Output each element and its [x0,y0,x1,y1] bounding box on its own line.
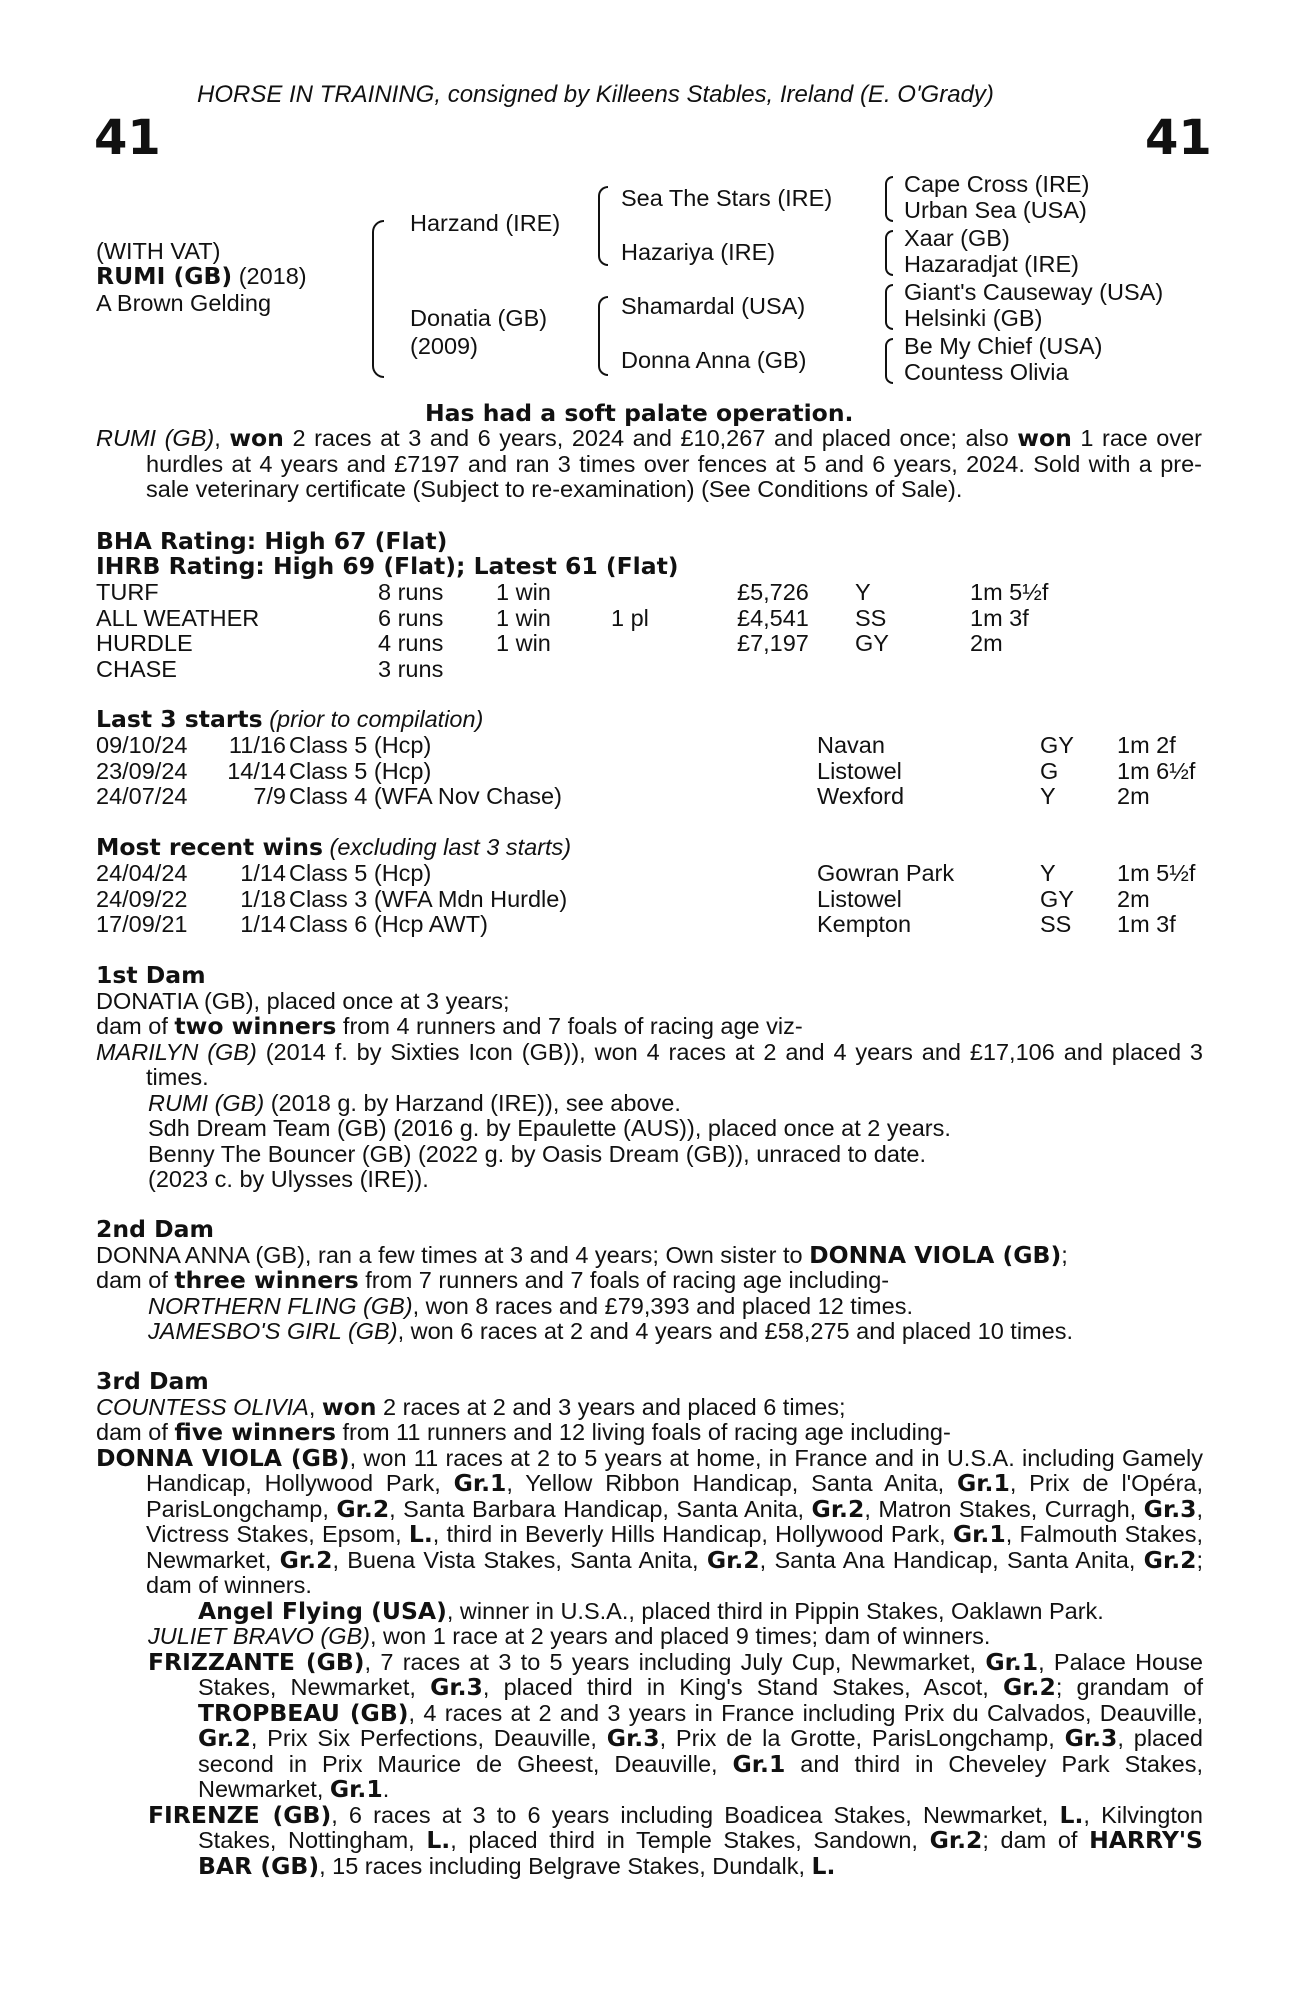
win-going: SS [1040,911,1072,937]
produce-entry: Benny The Bouncer (GB) (2022 g. by Oasis Dream (GB)), unraced to date. [148,1140,927,1167]
pedigree-g5: Giant's Causeway (USA) [904,279,1164,305]
pedigree-brace-main [372,220,384,378]
consignment-header: HORSE IN TRAINING, consigned by Killeens Stables, Ireland (E. O'Grady) [197,81,994,108]
start-row [96,759,1216,785]
pedigree-brace-dam [598,296,608,376]
produce-entry-juliet-bravo: JULIET BRAVO (GB), won 1 race at 2 years and placed 9 times; dam of winners. [148,1623,991,1649]
win-date: 24/09/22 [96,885,188,912]
start-position: 7/9 [253,783,286,809]
pedigree-sire-dam: Hazariya (IRE) [621,239,776,265]
win-going: Y [1040,860,1056,886]
win-race: Class 5 (Hcp) [289,860,432,886]
section-heading: 3rd Dam [96,1367,209,1395]
pedigree-g3: Xaar (GB) [904,225,1010,251]
win-distance: 2m [1117,885,1150,912]
race-summary [96,426,1202,503]
produce-entry: RUMI (GB) (2018 g. by Harzand (IRE)), see above. [148,1089,681,1116]
start-course: Wexford [817,783,905,809]
horse-title [96,264,307,290]
first-dam-section [96,963,1203,1193]
summary-text: 1 race over hurdles at 4 years and £7197 and ran 3 times over fences at 5 and 6 years, 2024. Sold with a pre-sale veterinary certificate (Subject to re-examination) (See Conditions of Sale). [146,425,1202,502]
produce-entry: JAMESBO'S GIRL (GB), won 6 races at 2 and 4 years and £58,275 and placed 10 times. [148,1318,1073,1344]
start-row [96,784,1216,810]
summary-text: 2 races at 3 and 6 years, 2024 and £10,267 and placed once; also [283,425,1018,451]
pedigree-brace-g2 [885,230,893,276]
summary-won: won [229,424,284,452]
win-distance: 1m 5½f [1117,860,1196,886]
record-prize: £4,541 [737,604,809,631]
produce-entry: Sdh Dream Team (GB) (2016 g. by Epaulette (AUS)), placed once at 2 years. [148,1115,951,1141]
dam-line: DONATIA (GB), placed once at 3 years; [96,987,510,1014]
horse-name: RUMI (GB) [96,262,233,290]
record-prize: £7,197 [737,630,809,656]
record-distance: 1m 5½f [970,579,1049,605]
produce-entry: (2023 c. by Ulysses (IRE)). [148,1166,429,1192]
section-note: (prior to compilation) [262,706,484,732]
race-record-table [96,580,1096,682]
summary-horse-name: RUMI (GB) [96,425,215,451]
pedigree-brace-g3 [885,284,893,330]
win-date: 24/04/24 [96,860,188,886]
record-placed: 1 pl [611,604,649,631]
produce-entry-donna-viola: DONNA VIOLA (GB), won 11 races at 2 to 5 years at home, in France and in U.S.A. including Gamely Handicap, Hollywood Park, Gr.1, Yellow Ribbon Handicap, Santa Anita, Gr.1, Prix de l'Opéra, ParisLongchamp, Gr.2, Santa Barbara Handicap, Santa Anita, Gr.2, Matron Stakes, Curragh, Gr.3, Victress Stakes, Epsom, L., third in Beverly Hills Handicap, Hollywood Park, Gr.1, Falmouth Stakes, Newmarket, Gr.2, Buena Vista Stakes, Santa Anita, Gr.2, Santa Ana Handicap, Santa Anita, Gr.2; dam of winners. [96,1443,1204,1598]
dam-line: DONNA ANNA (GB), ran a few times at 3 and 4 years; Own sister to DONNA VIOLA (GB); [96,1240,1068,1269]
section-note: (excluding last 3 starts) [322,834,572,860]
start-race: Class 4 (WFA Nov Chase) [289,783,562,809]
produce-entry: NORTHERN FLING (GB), won 8 races and £79,393 and placed 12 times. [148,1292,913,1319]
record-distance: 1m 3f [970,604,1029,631]
start-row [96,733,1216,759]
recent-wins-table [96,861,1216,938]
win-position: 1/14 [240,860,286,886]
section-heading: Most recent wins [96,833,323,861]
pedigree-g4: Hazaradjat (IRE) [904,251,1079,277]
record-runs: 3 runs [378,655,444,682]
produce-entry-firenze: FIRENZE (GB), 6 races at 3 to 6 years including Boadicea Stakes, Newmarket, L., Kilvington Stakes, Nottingham, L., placed third in Temple Stakes, Sandown, Gr.2; dam of HARRY'S BAR (GB), 15 races including Belgrave Stakes, Dundalk, L. [148,1800,1203,1880]
pedigree-g7: Be My Chief (USA) [904,333,1103,359]
start-course: Listowel [817,757,902,784]
win-course: Kempton [817,911,912,937]
win-position: 1/14 [240,911,286,937]
bha-rating: BHA Rating: High 67 (Flat) [96,527,448,555]
start-date: 09/10/24 [96,732,188,758]
record-row [96,580,1096,606]
record-type: ALL WEATHER [96,604,260,631]
last-starts-table [96,733,1216,810]
produce-entry-frizzante: FRIZZANTE (GB), 7 races at 3 to 5 years including July Cup, Newmarket, Gr.1, Palace House Stakes, Newmarket, Gr.3, placed third in King's Stand Stakes, Ascot, Gr.2; grandam of TROPBEAU (GB), 4 races at 2 and 3 years in France including Prix du Calvados, Deauville, Gr.2, Prix Six Perfections, Deauville, Gr.3, Prix de la Grotte, ParisLongchamp, Gr.3, placed second in Prix Maurice de Gheest, Deauville, Gr.1 and third in Cheveley Park Stakes, Newmarket, Gr.1. [148,1647,1204,1803]
win-course: Listowel [817,885,902,912]
win-position: 1/18 [240,885,286,912]
horse-description: A Brown Gelding [96,290,272,316]
start-position: 11/16 [228,732,286,758]
section-heading: Last 3 starts [96,705,263,733]
start-date: 24/07/24 [96,783,188,809]
win-race: Class 3 (WFA Mdn Hurdle) [289,885,568,912]
record-runs: 6 runs [378,604,444,631]
vat-label: (WITH VAT) [96,238,221,264]
dam-produce-intro: dam of three winners from 7 runners and 7 foals of racing age including- [96,1266,890,1294]
win-race: Class 6 (Hcp AWT) [289,911,488,937]
produce-entry: MARILYN (GB) (2014 f. by Sixties Icon (GB)), won 4 races at 2 and 4 years and £17,106 and placed 3 times. [96,1038,1203,1090]
lot-number-left: 41 [94,110,161,166]
record-going: GY [855,630,889,656]
record-wins: 1 win [496,604,551,631]
record-going: SS [855,604,887,631]
summary-text: , [214,425,230,451]
record-type: TURF [96,579,159,605]
pedigree-g1: Cape Cross (IRE) [904,171,1090,197]
start-position: 14/14 [227,757,286,784]
third-dam-section [96,1369,1203,1879]
pedigree-g8: Countess Olivia [904,359,1069,385]
start-going: GY [1040,732,1074,758]
start-going: G [1040,757,1059,784]
start-race: Class 5 (Hcp) [289,757,432,784]
pedigree-brace-g4 [885,338,893,384]
dam-line: COUNTESS OLIVIA, won 2 races at 2 and 3 years and placed 6 times; [96,1392,846,1421]
recent-wins-heading [96,835,571,861]
pedigree-sire: Harzand (IRE) [410,210,561,236]
second-dam-section [96,1217,1203,1345]
record-prize: £5,726 [737,579,809,605]
start-distance: 1m 6½f [1117,757,1196,784]
pedigree-dam: Donatia (GB) [410,305,548,331]
record-row [96,657,1096,683]
pedigree-dam-year: (2009) [410,333,478,359]
win-row [96,861,1216,887]
pedigree-dam-dam: Donna Anna (GB) [621,347,807,373]
record-wins: 1 win [496,630,551,656]
start-distance: 2m [1117,783,1150,809]
produce-entry-angel-flying: Angel Flying (USA), winner in U.S.A., placed third in Pippin Stakes, Oaklawn Park. [198,1596,1104,1625]
horse-year: (2018) [238,263,307,289]
pedigree-sire-sire: Sea The Stars (IRE) [621,185,833,211]
record-row [96,606,1096,632]
start-course: Navan [817,732,885,758]
lot-number-right: 41 [1145,110,1212,166]
start-race: Class 5 (Hcp) [289,732,432,758]
record-going: Y [855,579,871,605]
pedigree-g6: Helsinki (GB) [904,305,1043,331]
summary-won: won [1017,424,1072,452]
record-type: HURDLE [96,630,193,656]
dam-produce-intro: dam of five winners from 11 runners and 12 living foals of racing age including- [96,1418,951,1446]
record-type: CHASE [96,655,177,682]
win-row [96,912,1216,938]
section-heading: 1st Dam [96,961,206,989]
pedigree-brace-g1 [885,176,893,222]
dam-produce-intro: dam of two winners from 4 runners and 7 foals of racing age viz- [96,1012,803,1040]
last-starts-heading [96,707,483,733]
pedigree-dam-sire: Shamardal (USA) [621,293,806,319]
section-heading: 2nd Dam [96,1215,214,1243]
ihrb-rating: IHRB Rating: High 69 (Flat); Latest 61 (Flat) [96,552,679,580]
pedigree-g2: Urban Sea (USA) [904,197,1087,223]
record-distance: 2m [970,630,1003,656]
start-going: Y [1040,783,1056,809]
win-distance: 1m 3f [1117,911,1176,937]
win-date: 17/09/21 [96,911,188,937]
win-row [96,887,1216,913]
record-runs: 4 runs [378,630,444,656]
pedigree-brace-sire [598,186,608,266]
win-course: Gowran Park [817,860,955,886]
win-going: GY [1040,885,1074,912]
record-runs: 8 runs [378,579,444,605]
record-row [96,631,1096,657]
record-wins: 1 win [496,579,551,605]
start-date: 23/09/24 [96,757,188,784]
start-distance: 1m 2f [1117,732,1176,758]
soft-palate-notice: Has had a soft palate operation. [425,399,854,427]
